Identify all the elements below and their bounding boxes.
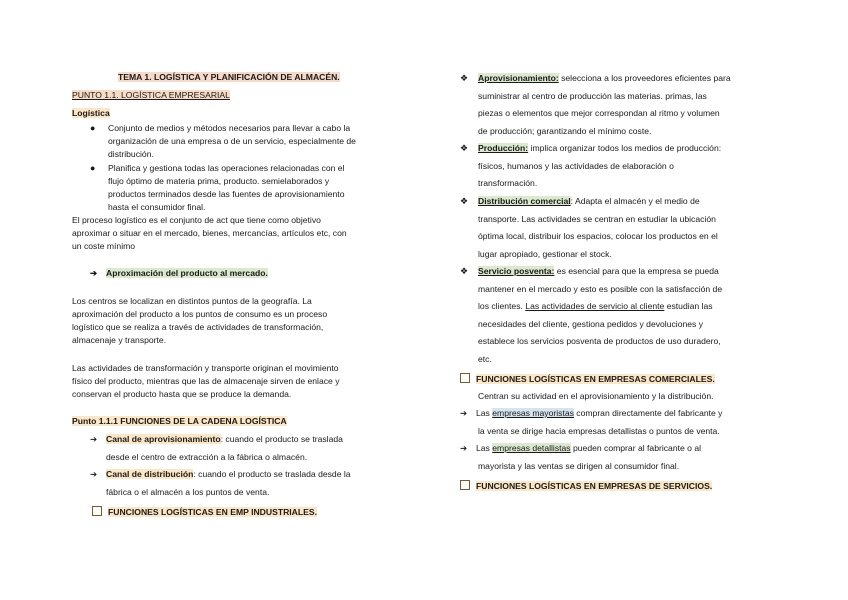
arrow-right-icon: ➔ <box>90 268 98 278</box>
list-item: ● Conjunto de medios y métodos necesarios para llevar a cabo la organización de una empresa o de un servicio, especialmente de distribución. <box>90 123 356 159</box>
proceso-paragraph: El proceso logístico es el conjunto de act que tiene como objetivo aproximar o situar en el mercado, bienes, mercancías, artículos etc, con un coste mínimo <box>72 215 347 251</box>
detallistas-item: ➔ Las empresas detallistas pueden comprar al fabricante o al mayorista y las ventas se dirigen al consumidor final. <box>460 440 780 475</box>
diamond-bullet-icon: ❖ <box>460 143 469 153</box>
actividades-paragraph: Las actividades de transformación y transporte originan el movimiento físico del producto, mientras que las de almacenaje sirven de enlace y conservan el producto hasta que se produce la demanda. <box>72 363 340 399</box>
aprovisionamiento-item: ❖ Aprovisionamiento: selecciona a los proveedores eficientes para suministrar al centro de producción las materias. primas, las piezas o elementos que mejor correspondan al ritmo y volumen de producción; garantizando el mínimo coste. <box>460 70 780 140</box>
arrow-right-icon: ➔ <box>90 434 98 444</box>
funciones-servicios: FUNCIONES LOGÍSTICAS EN EMPRESAS DE SERVICIOS. <box>460 480 712 491</box>
funciones-emp-industriales: FUNCIONES LOGÍSTICAS EN EMP INDUSTRIALES. <box>92 506 317 517</box>
bullet-list <box>72 122 410 253</box>
aproximacion-heading: ➔ Aproximación del producto al mercado. <box>90 268 268 278</box>
centros-paragraph: Los centros se localizan en distintos puntos de la geografía. La aproximación del producto a los puntos de consumo es un proceso logístico que se realiza a través de actividades de transformación, almacenaje y transporte. <box>72 296 328 345</box>
punto-title: PUNTO 1.1. LOGÍSTICA EMPRESARIAL <box>72 90 230 100</box>
checkbox-icon <box>460 480 470 490</box>
tema-title: TEMA 1. LOGÍSTICA Y PLANIFICACIÓN DE ALMACÉN. <box>118 72 340 82</box>
punto-111-title: Punto 1.1.1 FUNCIONES DE LA CADENA LOGÍSTICA <box>72 416 287 426</box>
bullet-icon: ● <box>90 163 96 173</box>
centran-text: Centran su actividad en el aprovisionamiento y la distribución. <box>478 391 714 401</box>
checkbox-icon <box>460 373 470 383</box>
diamond-bullet-icon: ❖ <box>460 266 469 276</box>
arrow-right-icon: ➔ <box>460 408 468 418</box>
bullet-icon: ● <box>90 123 96 133</box>
servicio-posventa-item: ❖ Servicio posventa: es esencial para que la empresa se pueda mantener en el mercado y esto es posible con la satisfacción de los clientes. Las actividades de servicio al cliente estudian las necesidades del cliente, gestiona pedidos y devoluciones y establece los servicios posventa de productos de uso duradero, etc. <box>460 263 780 368</box>
diamond-bullet-icon: ❖ <box>460 73 469 83</box>
arrow-right-icon: ➔ <box>460 443 468 453</box>
mayoristas-item: ➔ Las empresas mayoristas compran directamente del fabricante y la venta se dirige hacia empresas detallistas o puntos de venta. <box>460 405 780 440</box>
checkbox-icon <box>92 506 102 516</box>
distribucion-comercial-item: ❖ Distribución comercial: Adapta el almacén y el medio de transporte. Las actividades se centran en estudiar la ubicación óptima local, distribuir los espacios, colocar los productos en el lugar apropiado, gestionar el stock. <box>460 193 780 263</box>
funciones-comerciales: FUNCIONES LOGÍSTICAS EN EMPRESAS COMERCIALES. <box>460 373 715 384</box>
logistica-heading: Logística <box>72 108 110 118</box>
diamond-bullet-icon: ❖ <box>460 196 469 206</box>
canal-distribucion: ➔ Canal de distribución: cuando el producto se traslada desde la fábrica o el almacén a los puntos de venta. <box>90 466 351 501</box>
produccion-item: ❖ Producción: implica organizar todos los medios de producción: físicos, humanos y las actividades de elaboración o transformación. <box>460 140 780 193</box>
list-item: ● Planifica y gestiona todas las operaciones relacionadas con el flujo óptimo de materia prima, producto. semielaborados y productos terminados desde las fuentes de aprovisionamiento hasta el consumidor final. <box>90 163 345 212</box>
arrow-right-icon: ➔ <box>90 469 98 479</box>
canal-aprovisionamiento: ➔ Canal de aprovisionamiento: cuando el producto se traslada desde el centro de extracción a la fábrica o almacén. <box>90 431 343 466</box>
